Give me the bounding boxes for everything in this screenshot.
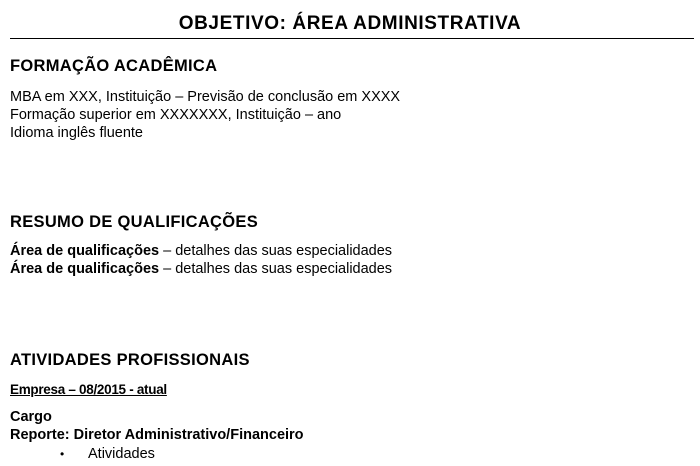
qualification-detail: – detalhes das suas especialidades (159, 243, 393, 259)
company-line: Empresa – 08/2015 - atual (10, 382, 167, 397)
activity-list-item (60, 446, 155, 462)
education-line-degree: Formação superior em XXXXXXX, Instituição – ano (10, 107, 342, 123)
experience-title: ATIVIDADES PROFISSIONAIS (10, 351, 250, 369)
activity-text: Atividades (88, 446, 155, 462)
job-reports-to: Reporte: Diretor Administrativo/Financeiro (10, 427, 304, 443)
qualification-label: Área de qualificações (10, 243, 160, 259)
qualification-label: Área de qualificações (10, 261, 160, 277)
qualification-detail: – detalhes das suas especialidades (159, 261, 393, 277)
objective-divider (10, 38, 694, 39)
education-line-mba: MBA em XXX, Instituição – Previsão de conclusão em XXXX (10, 89, 401, 105)
qualification-item (10, 261, 392, 277)
job-position: Cargo (10, 409, 52, 425)
bullet-icon: • (60, 447, 65, 461)
objective-heading: OBJETIVO: ÁREA ADMINISTRATIVA (178, 13, 522, 34)
education-title: FORMAÇÃO ACADÊMICA (10, 57, 218, 75)
qualifications-title: RESUMO DE QUALIFICAÇÕES (10, 213, 258, 231)
qualification-item (10, 243, 392, 259)
education-line-language: Idioma inglês fluente (10, 125, 143, 141)
